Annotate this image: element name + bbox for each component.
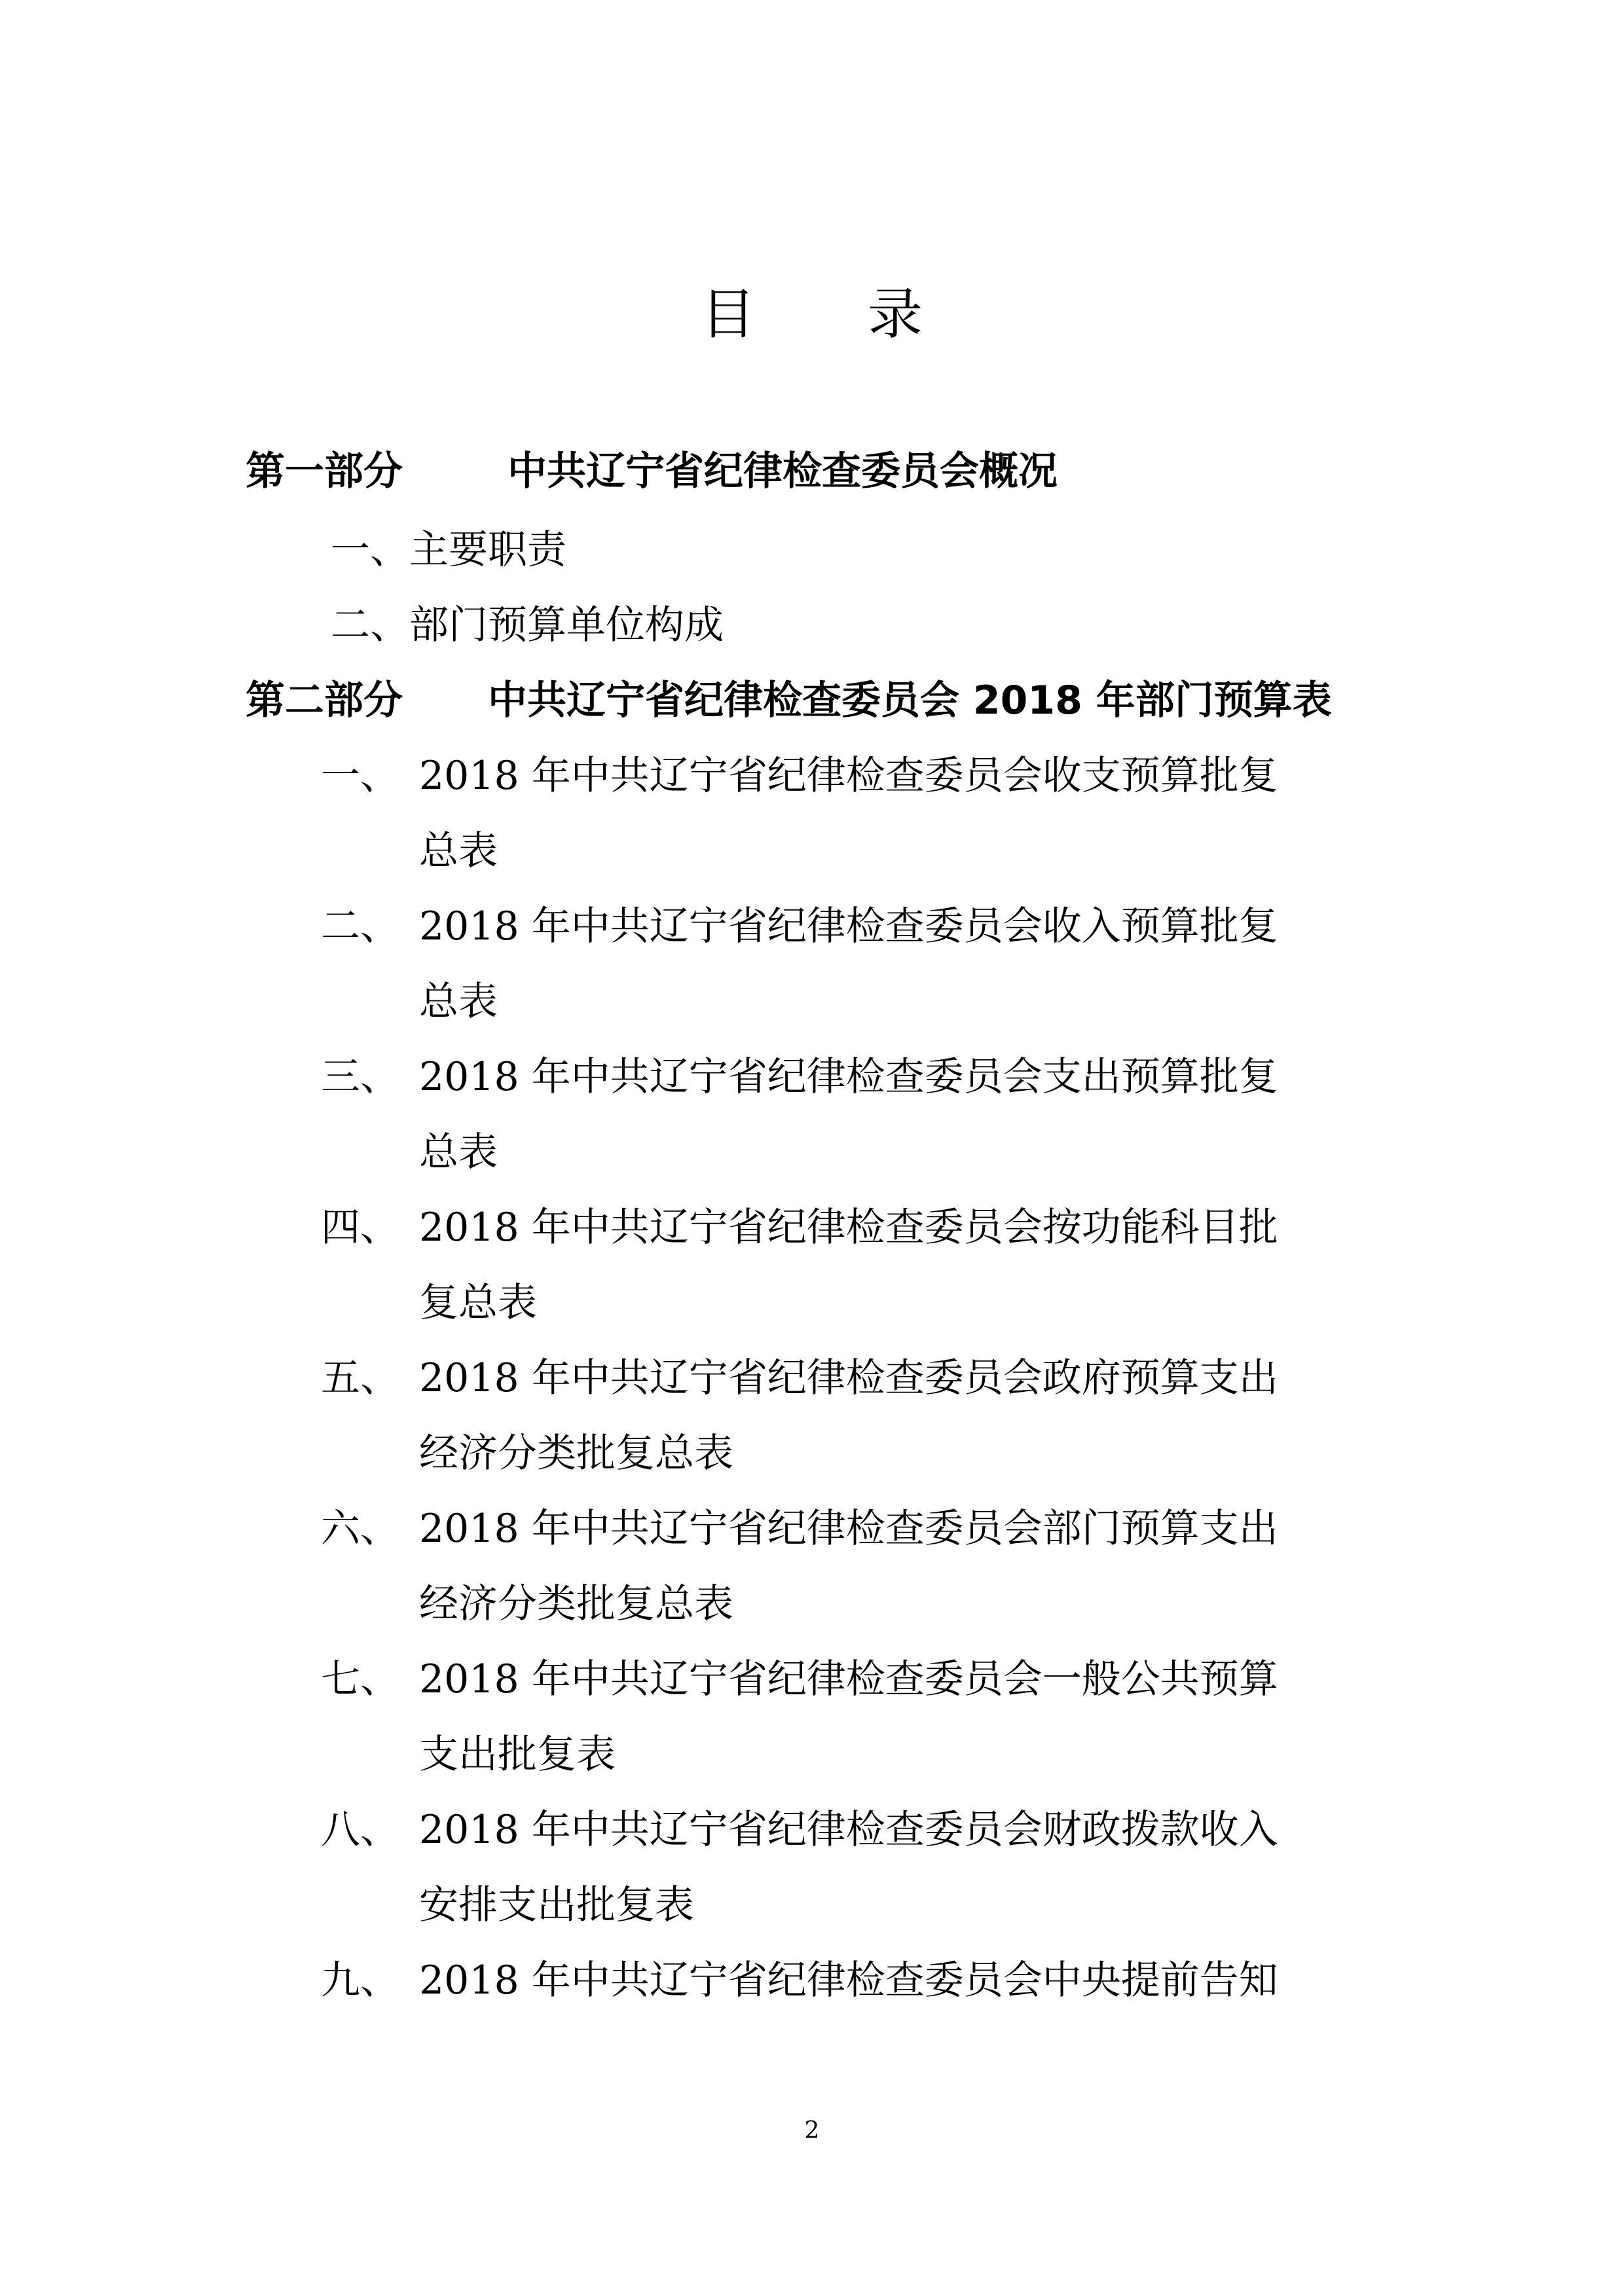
part1-label: 第一部分: [246, 448, 403, 494]
page-number: 2: [804, 2117, 820, 2144]
toc-entry-1: [321, 750, 1395, 802]
toc-entry-text: 2018 年中共辽宁省纪律检查委员会按功能科目批: [419, 1205, 1278, 1250]
toc-entry-number: 三、: [321, 1054, 399, 1100]
toc-entry-4-cont: 复总表: [419, 1280, 537, 1326]
toc-entry-1-cont: 总表: [419, 828, 498, 874]
toc-entry-3-cont: 总表: [419, 1129, 498, 1175]
toc-entry-8: [321, 1804, 1395, 1856]
toc-entry-number: 八、: [321, 1807, 399, 1853]
part1-item-2: 二、部门预算单位构成: [331, 602, 724, 648]
toc-entry-3: [321, 1051, 1395, 1103]
toc-entry-text: 2018 年中共辽宁省纪律检查委员会一般公共预算: [419, 1656, 1278, 1702]
part1-heading: [246, 445, 1162, 498]
toc-entry-number: 六、: [321, 1506, 399, 1552]
toc-entry-number: 一、: [321, 753, 399, 799]
toc-entry-2: [321, 900, 1395, 953]
toc-entry-text: 2018 年中共辽宁省纪律检查委员会中央提前告知: [419, 1958, 1278, 2003]
toc-entry-text: 2018 年中共辽宁省纪律检查委员会部门预算支出: [419, 1506, 1278, 1552]
part1-item-1: 一、主要职责: [331, 527, 566, 573]
part2-label: 第二部分: [246, 678, 403, 723]
toc-entry-number: 二、: [321, 903, 399, 949]
toc-entry-7-cont: 支出批复表: [419, 1732, 616, 1777]
toc-entry-2-cont: 总表: [419, 979, 498, 1025]
toc-entry-6-cont: 经济分类批复总表: [419, 1581, 733, 1627]
page-title: [701, 275, 963, 354]
toc-entry-text: 2018 年中共辽宁省纪律检查委员会政府预算支出: [419, 1355, 1278, 1401]
toc-entry-9: [321, 1954, 1395, 2007]
toc-entry-8-cont: 安排支出批复表: [419, 1882, 694, 1928]
title-char-1: 目: [701, 282, 756, 346]
toc-entry-text: 2018 年中共辽宁省纪律检查委员会收支预算批复: [419, 753, 1278, 799]
toc-entry-6: [321, 1503, 1395, 1555]
title-char-2: 录: [868, 282, 923, 346]
toc-entry-number: 五、: [321, 1355, 399, 1401]
toc-entry-text: 2018 年中共辽宁省纪律检查委员会收入预算批复: [419, 903, 1278, 949]
toc-entry-7: [321, 1653, 1395, 1705]
toc-entry-text: 2018 年中共辽宁省纪律检查委员会财政拨款收入: [419, 1807, 1278, 1853]
toc-entry-number: 四、: [321, 1205, 399, 1250]
toc-entry-4: [321, 1201, 1395, 1254]
part1-title: 中共辽宁省纪律检查委员会概况: [507, 448, 1058, 494]
toc-entry-5-cont: 经济分类批复总表: [419, 1430, 733, 1476]
toc-entry-number: 九、: [321, 1958, 399, 2003]
toc-entry-text: 2018 年中共辽宁省纪律检查委员会支出预算批复: [419, 1054, 1278, 1100]
toc-entry-number: 七、: [321, 1656, 399, 1702]
toc-entry-5: [321, 1352, 1395, 1404]
part2-heading: [246, 674, 1398, 727]
part2-title: 中共辽宁省纪律检查委员会 2018 年部门预算表: [488, 678, 1332, 723]
